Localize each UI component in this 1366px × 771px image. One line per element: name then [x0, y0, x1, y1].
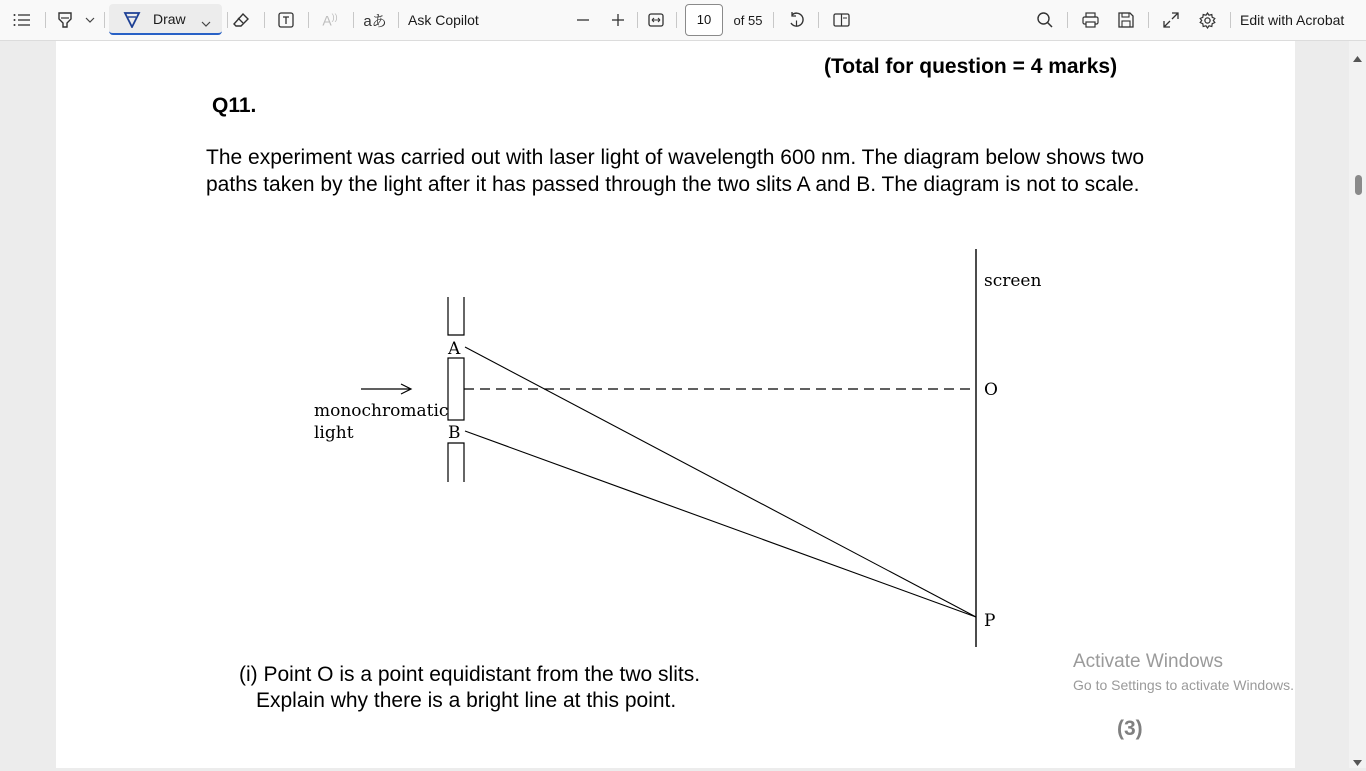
question-paragraph: The experiment was carried out with laser light of wavelength 600 nm. The diagram below shows two paths taken by the light after it has passed through the two slits A and B. The diagram is not to scale.: [206, 146, 1145, 196]
draw-button[interactable]: [109, 4, 222, 35]
translate-icon[interactable]: aあ: [363, 12, 387, 30]
part-i-line1: (i) Point O is a point equidistant from the two slits.: [239, 663, 701, 686]
point-o-label: O: [984, 380, 998, 400]
part-i-marks: (3): [1117, 717, 1143, 740]
read-aloud-icon[interactable]: A)): [322, 11, 338, 29]
settings-gear-icon[interactable]: [1196, 0, 1218, 40]
question-number: Q11.: [212, 94, 257, 117]
page-total-label: of 55: [733, 12, 763, 28]
page-number-input[interactable]: 10: [685, 4, 723, 36]
search-icon[interactable]: [1034, 0, 1056, 40]
draw-label: Draw: [153, 11, 186, 27]
point-p-label: P: [984, 611, 996, 631]
draw-chevron-down-icon[interactable]: [201, 14, 211, 30]
activate-windows-title: Activate Windows: [1073, 651, 1223, 672]
ask-copilot-button[interactable]: [408, 0, 494, 40]
vertical-scrollbar[interactable]: [1349, 41, 1366, 768]
rotate-icon[interactable]: [785, 0, 807, 40]
edit-with-acrobat-label: Edit with Acrobat: [1240, 12, 1345, 28]
fit-width-icon[interactable]: [645, 0, 667, 40]
light-label-line1: monochromatic: [314, 401, 449, 421]
zoom-in-icon[interactable]: [608, 0, 628, 40]
path-a-to-p: [465, 347, 976, 617]
part-i-line2: Explain why there is a bright line at this point.: [256, 689, 677, 712]
slit-barrier: [448, 297, 464, 482]
incoming-light-arrow: [361, 384, 411, 394]
page-total: [732, 0, 764, 40]
save-icon[interactable]: [1115, 0, 1137, 40]
scroll-down-arrow-icon[interactable]: [1353, 753, 1362, 771]
screen-label: screen: [984, 271, 1042, 291]
contents-icon[interactable]: [8, 0, 36, 40]
activate-windows-subtitle: Go to Settings to activate Windows.: [1073, 677, 1294, 693]
text-box-icon[interactable]: [275, 0, 297, 40]
ask-copilot-label: Ask Copilot: [408, 12, 479, 28]
scrollbar-thumb[interactable]: [1355, 175, 1362, 195]
scroll-up-arrow-icon[interactable]: [1353, 49, 1362, 67]
double-slit-diagram: [300, 240, 1060, 655]
toolbar: [0, 0, 1366, 41]
light-label-line2: light: [314, 423, 354, 443]
draw-pen-icon: [123, 11, 141, 31]
eraser-icon[interactable]: [230, 0, 252, 40]
total-marks: (Total for question = 4 marks): [824, 55, 1118, 78]
fullscreen-icon[interactable]: [1160, 0, 1182, 40]
page-view-icon[interactable]: [830, 0, 852, 40]
highlight-chevron-down-icon[interactable]: [82, 0, 98, 40]
edit-with-acrobat-button[interactable]: [1240, 0, 1358, 40]
slit-a-label: A: [448, 339, 461, 359]
print-icon[interactable]: [1079, 0, 1101, 40]
highlight-icon[interactable]: [53, 0, 77, 40]
path-b-to-p: [465, 431, 976, 617]
zoom-out-icon[interactable]: [573, 0, 593, 40]
slit-b-label: B: [448, 423, 461, 443]
